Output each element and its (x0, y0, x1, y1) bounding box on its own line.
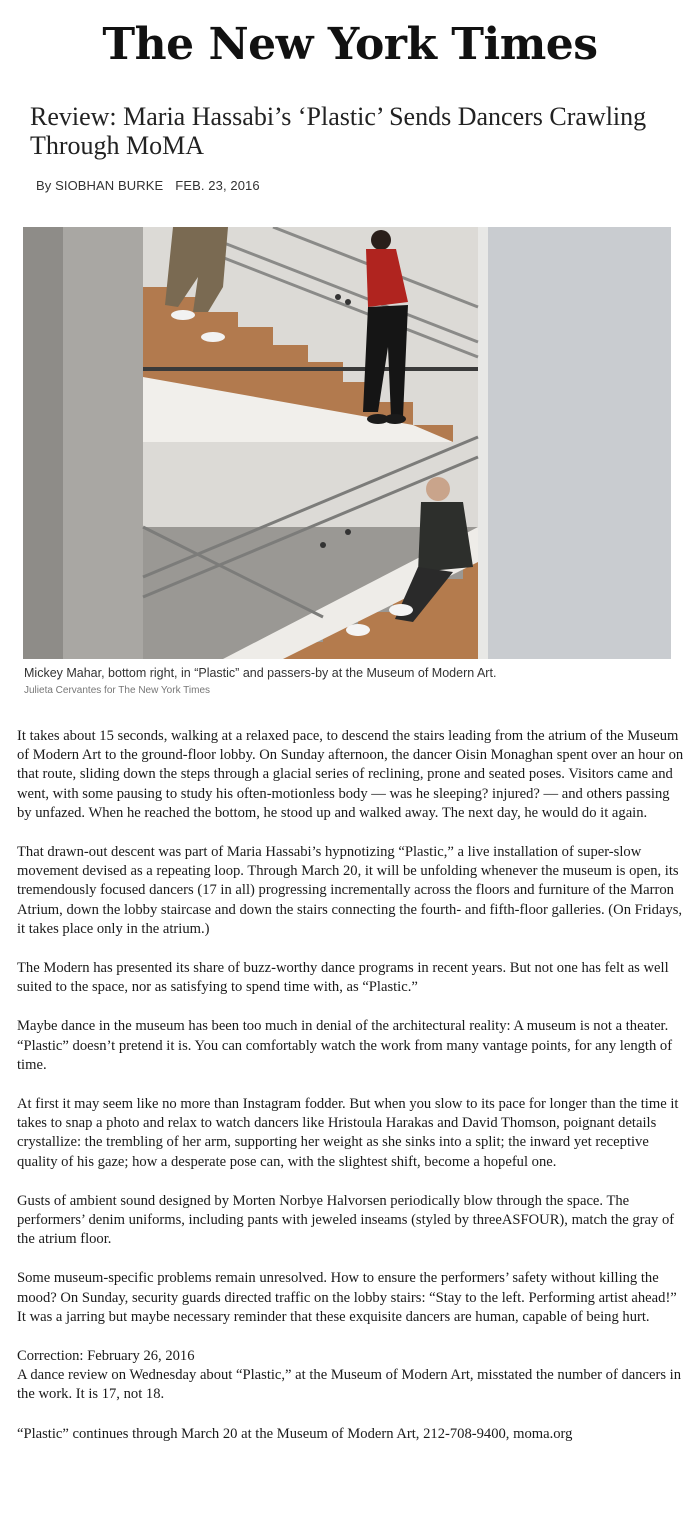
correction-title: Correction: February 26, 2016 (17, 1348, 195, 1365)
correction-text: A dance review on Wednesday about “Plastic,” at the Museum of Modern Art, misstated the number of dancers in the work. It is 17, not 18. (17, 1367, 682, 1403)
article-headline: Review: Maria Hassabi’s ‘Plastic’ Sends Dancers Crawling Through MoMA (30, 102, 647, 160)
author-name: By SIOBHAN BURKE (36, 178, 164, 193)
paragraph: That drawn-out descent was part of Maria Hassabi’s hypnotizing “Plastic,” a live installation of super-slow movement devised as a repeating loop. Through March 20, it will be unfolding whenever the museum is open, its tremendously focused dancers (17 in all) progressing incrementally across the floors and furniture of the Marron Atrium, down the lobby staircase and down the stairs connecting the fourth- and fifth-floor galleries. (On Fridays, it takes place only in the atrium.) (17, 844, 683, 937)
paragraph: It takes about 15 seconds, walking at a relaxed pace, to descend the stairs leading from the atrium of the Museum of Modern Art to the ground-floor lobby. On Sunday afternoon, the dancer Oisin Monaghan spent over an hour on that route, sliding down the steps through a glacial series of reclining, prone and seated poses. Visitors came and went, with some pausing to study his often-motionless body — was he sleeping? injured? — and others passing by unfazed. When he reached the bottom, he stood up and walked away. The next day, he would do it again. (17, 728, 684, 821)
paragraph: The Modern has presented its share of buzz-worthy dance programs in recent years. But not one has felt as well suited to the space, nor as satisfying to spend time with, as “Plastic.” (17, 960, 669, 996)
photo-credit: Julieta Cervantes for The New York Times (24, 685, 211, 696)
article-photo (23, 227, 671, 659)
paragraph: At first it may seem like no more than Instagram fodder. But when you slow to its pace for longer than the time it takes to snap a photo and relax to watch dancers like Hristoula Harakas and David Thomson, poignant details crystallize: the trembling of her arm, supporting her weight as she sinks into a split; the inward yet receptive quality of his gaze; how a desperate pose can, with the slightest shift, become a hopeful one. (17, 1096, 679, 1170)
paragraph: Some museum-specific problems remain unresolved. How to ensure the performers’ safety without killing the mood? On Sunday, security guards directed traffic on the lobby stairs: “Stay to the left. Performing artist ahead!” It was a jarring but maybe necessary reminder that these exquisite dancers are human, capable of being hurt. (17, 1270, 677, 1325)
byline (36, 178, 656, 193)
publish-date: FEB. 23, 2016 (175, 178, 260, 193)
article-body (17, 727, 687, 1464)
paragraph: Gusts of ambient sound designed by Morten Norbye Halvorsen periodically blow through the space. The performers’ denim uniforms, including pants with jeweled inseams (styled by threeASFOUR), match the gray of the atrium floor. (17, 1192, 675, 1248)
paragraph: Maybe dance in the museum has been too much in denial of the architectural reality: A museum is not a theater. “Plastic” doesn’t pretend it is. You can comfortably watch the work from many vantage points, for any length of time. (17, 1018, 673, 1073)
photo-caption: Mickey Mahar, bottom right, in “Plastic” and passers-by at the Museum of Modern Art. (24, 666, 497, 680)
nyt-logo: The New York Times (102, 19, 598, 70)
footer-note: “Plastic” continues through March 20 at the Museum of Modern Art, 212-708-9400, moma.org (17, 1425, 573, 1442)
